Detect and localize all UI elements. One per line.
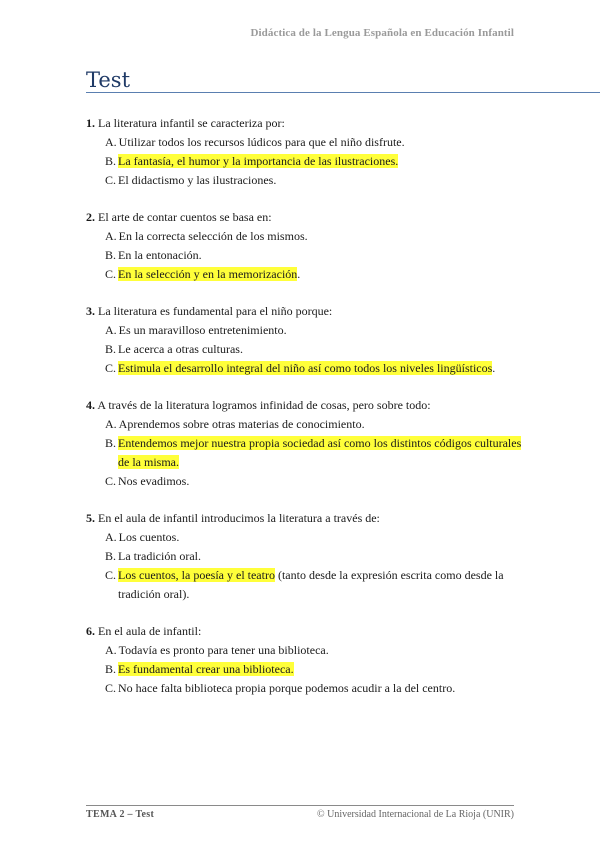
question-number: 2. xyxy=(86,210,95,224)
answer-option xyxy=(105,227,526,246)
option-text xyxy=(119,641,526,660)
option-text xyxy=(118,246,526,265)
answer-option xyxy=(105,415,526,434)
option-letter: A. xyxy=(105,643,117,657)
answer-option xyxy=(105,321,526,340)
option-letter: C. xyxy=(105,474,117,488)
highlighted-answer: En la selección y en la memorización xyxy=(118,267,298,281)
question-prompt: En el aula de infantil: xyxy=(98,624,202,638)
option-list xyxy=(86,415,526,491)
option-letter: B. xyxy=(105,342,117,356)
option-list xyxy=(86,641,526,698)
answer-option xyxy=(105,566,526,604)
option-plain-text: No hace falta biblioteca propia porque podemos acudir a la del centro. xyxy=(118,681,456,695)
option-plain-text: En la correcta selección de los mismos. xyxy=(118,229,308,243)
option-plain-text: Es un maravilloso entretenimiento. xyxy=(118,323,287,337)
question-number: 1. xyxy=(86,116,95,130)
option-plain-text: Nos evadimos. xyxy=(118,474,190,488)
option-text xyxy=(118,660,526,679)
option-letter: C. xyxy=(105,173,117,187)
question-text xyxy=(86,396,526,415)
option-trailing-text: (tanto desde la expresión escrita como desde la tradición oral). xyxy=(118,568,504,601)
option-plain-text: Los cuentos. xyxy=(118,530,180,544)
title-divider xyxy=(86,92,600,93)
question-6 xyxy=(86,622,526,698)
question-5 xyxy=(86,509,526,604)
answer-option xyxy=(105,133,526,152)
question-3 xyxy=(86,302,526,378)
option-letter: A. xyxy=(105,323,117,337)
option-letter: C. xyxy=(105,568,117,582)
option-plain-text: Le acerca a otras culturas. xyxy=(118,342,243,356)
option-list xyxy=(86,227,526,284)
option-text xyxy=(118,359,526,378)
option-plain-text: El didactismo y las ilustraciones. xyxy=(118,173,277,187)
option-text xyxy=(118,679,526,698)
answer-option xyxy=(105,265,526,284)
footer-section-label: TEMA 2 – Test xyxy=(86,809,155,820)
option-text xyxy=(118,171,526,190)
answer-option xyxy=(105,171,526,190)
question-2 xyxy=(86,208,526,284)
option-letter: B. xyxy=(105,549,117,563)
answer-option xyxy=(105,472,526,491)
highlighted-answer: La fantasía, el humor y la importancia de las ilustraciones. xyxy=(118,154,399,168)
option-letter: B. xyxy=(105,248,117,262)
answer-option xyxy=(105,340,526,359)
question-prompt: A través de la literatura logramos infinidad de cosas, pero sobre todo: xyxy=(97,398,431,412)
option-letter: A. xyxy=(105,135,117,149)
question-text xyxy=(86,622,526,641)
highlighted-answer: Los cuentos, la poesía y el teatro xyxy=(118,568,275,582)
highlighted-answer: Estimula el desarrollo integral del niño así como todos los niveles lingüísticos xyxy=(118,361,493,375)
answer-option xyxy=(105,528,526,547)
question-list xyxy=(86,114,526,716)
answer-option xyxy=(105,641,526,660)
option-letter: B. xyxy=(105,662,117,676)
option-text xyxy=(118,340,526,359)
question-text xyxy=(86,302,526,321)
question-number: 3. xyxy=(86,304,95,318)
option-text xyxy=(119,133,526,152)
option-text xyxy=(118,566,526,604)
option-text xyxy=(119,227,526,246)
running-header: Didáctica de la Lengua Española en Educación Infantil xyxy=(250,27,514,39)
question-text xyxy=(86,208,526,227)
option-text xyxy=(118,265,526,284)
option-plain-text: La tradición oral. xyxy=(118,549,201,563)
option-text xyxy=(119,415,526,434)
option-letter: B. xyxy=(105,154,117,168)
option-letter: C. xyxy=(105,267,117,281)
option-text xyxy=(118,472,526,491)
option-letter: B. xyxy=(105,436,117,450)
option-trailing-text: . xyxy=(492,361,496,375)
question-prompt: El arte de contar cuentos se basa en: xyxy=(98,210,272,224)
option-text xyxy=(119,321,526,340)
option-plain-text: Aprendemos sobre otras materias de conocimiento. xyxy=(118,417,365,431)
option-text xyxy=(118,547,526,566)
question-number: 6. xyxy=(86,624,95,638)
answer-option xyxy=(105,679,526,698)
footer-divider xyxy=(86,805,514,806)
question-text xyxy=(86,114,526,133)
option-text xyxy=(118,434,526,472)
question-prompt: La literatura infantil se caracteriza por: xyxy=(98,116,285,130)
option-list xyxy=(86,528,526,604)
option-letter: A. xyxy=(105,229,117,243)
option-letter: A. xyxy=(105,417,117,431)
highlighted-answer: Entendemos mejor nuestra propia sociedad así como los distintos códigos culturales de la misma. xyxy=(118,436,522,469)
option-letter: A. xyxy=(105,530,117,544)
answer-option xyxy=(105,547,526,566)
footer-copyright: © Universidad Internacional de La Rioja (UNIR) xyxy=(317,809,514,820)
option-plain-text: En la entonación. xyxy=(118,248,202,262)
option-text xyxy=(119,528,526,547)
option-list xyxy=(86,133,526,190)
answer-option xyxy=(105,359,526,378)
answer-option xyxy=(105,660,526,679)
answer-option xyxy=(105,434,526,472)
option-text xyxy=(118,152,526,171)
option-plain-text: Todavía es pronto para tener una biblioteca. xyxy=(118,643,329,657)
option-plain-text: Utilizar todos los recursos lúdicos para que el niño disfrute. xyxy=(118,135,405,149)
question-prompt: La literatura es fundamental para el niño porque: xyxy=(98,304,333,318)
question-number: 5. xyxy=(86,511,95,525)
answer-option xyxy=(105,246,526,265)
question-4 xyxy=(86,396,526,491)
option-trailing-text: . xyxy=(297,267,301,281)
question-text xyxy=(86,509,526,528)
answer-option xyxy=(105,152,526,171)
question-number: 4. xyxy=(86,398,95,412)
question-1 xyxy=(86,114,526,190)
highlighted-answer: Es fundamental crear una biblioteca. xyxy=(118,662,294,676)
option-list xyxy=(86,321,526,378)
option-letter: C. xyxy=(105,681,117,695)
option-letter: C. xyxy=(105,361,117,375)
page-title: Test xyxy=(86,68,131,92)
question-prompt: En el aula de infantil introducimos la literatura a través de: xyxy=(98,511,380,525)
